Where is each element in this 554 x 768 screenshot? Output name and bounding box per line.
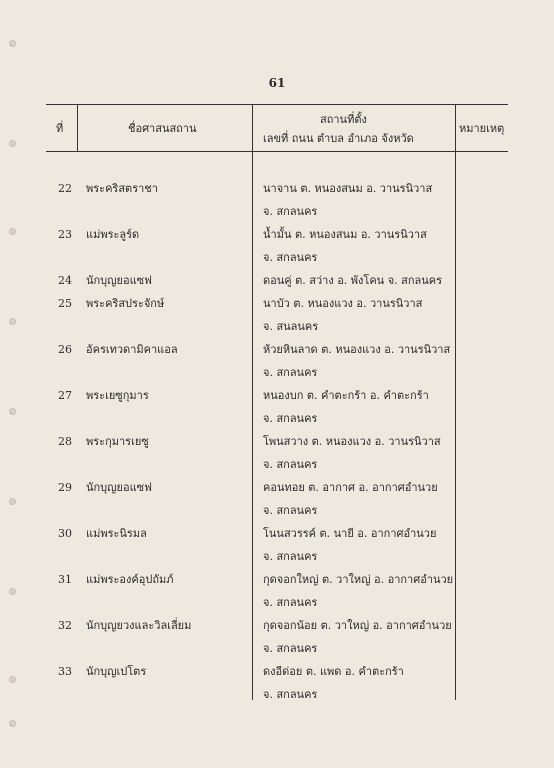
binder-hole xyxy=(9,228,16,235)
row-name: พระคริสตราชา xyxy=(86,182,158,195)
row-name: แม่พระลูร์ด xyxy=(86,228,140,241)
row-province: จ. สกลนคร xyxy=(263,596,318,609)
binder-hole xyxy=(9,498,16,505)
row-province: จ. สกลนคร xyxy=(263,550,318,563)
header-name: ชื่อศาสนสถาน xyxy=(128,122,197,135)
row-name: นักบุญยอแซฟ xyxy=(86,481,152,494)
binder-hole xyxy=(9,676,16,683)
row-province: จ. สกลนคร xyxy=(263,412,318,425)
binder-hole xyxy=(9,720,16,727)
row-name: พระเยซูกุมาร xyxy=(86,389,149,402)
row-name: อัครเทวดามิคาแอล xyxy=(86,343,178,356)
row-location: โพนสวาง ต. หนองแวง อ. วานรนิวาส xyxy=(263,435,441,448)
row-number: 30 xyxy=(58,527,72,540)
row-number: 31 xyxy=(58,573,72,586)
row-name: แม่พระองค์อุปถัมภ์ xyxy=(86,573,174,586)
binder-hole xyxy=(9,318,16,325)
row-name: แม่พระนิรมล xyxy=(86,527,147,540)
row-location: ดงอีด่อย ต. แพด อ. คำตะกร้า xyxy=(263,665,404,678)
row-location: กุดจอกใหญ่ ต. วาใหญ่ อ. อากาศอำนวย xyxy=(263,573,454,586)
row-number: 22 xyxy=(58,182,72,195)
row-name: นักบุญเปโตร xyxy=(86,665,147,678)
header-location: สถานที่ตั้ง xyxy=(320,113,367,126)
binder-hole xyxy=(9,40,16,47)
column-divider xyxy=(455,104,456,700)
row-number: 23 xyxy=(58,228,72,241)
row-location: นาบัว ต. หนองแวง อ. วานรนิวาส xyxy=(263,297,423,310)
header-remark: หมายเหตุ xyxy=(459,122,505,135)
row-number: 28 xyxy=(58,435,72,448)
row-number: 24 xyxy=(58,274,72,287)
row-number: 27 xyxy=(58,389,72,402)
row-location: ห้วยหินลาด ต. หนองแวง อ. วานรนิวาส xyxy=(263,343,451,356)
row-province: จ. สกลนคร xyxy=(263,366,318,379)
row-number: 29 xyxy=(58,481,72,494)
row-location: กุดจอกน้อย ต. วาใหญ่ อ. อากาศอำนวย xyxy=(263,619,452,632)
column-divider xyxy=(252,104,253,700)
row-number: 25 xyxy=(58,297,72,310)
header-location-sub: เลขที่ ถนน ตำบล อำเภอ จังหวัด xyxy=(263,132,414,145)
row-location: คอนทอย ต. อากาศ อ. อากาศอำนวย xyxy=(263,481,438,494)
row-location: หนองบก ต. คำตะกร้า อ. คำตะกร้า xyxy=(263,389,429,402)
row-name: พระคริสประจักษ์ xyxy=(86,297,165,310)
row-province: จ. สกลนคร xyxy=(263,458,318,471)
row-name: นักบุญยอแซฟ xyxy=(86,274,152,287)
row-province: จ. สกลนคร xyxy=(263,251,318,264)
row-name: พระกุมารเยซู xyxy=(86,435,149,448)
row-province: จ. สกลนคร xyxy=(263,642,318,655)
header-bottom-rule xyxy=(46,151,508,152)
row-location: โนนสวรรค์ ต. นายี อ. อากาศอำนวย xyxy=(263,527,437,540)
row-province: จ. สกลนคร xyxy=(263,504,318,517)
row-number: 32 xyxy=(58,619,72,632)
binder-hole xyxy=(9,408,16,415)
binder-hole xyxy=(9,140,16,147)
row-location: นาจาน ต. หนองสนม อ. วานรนิวาส xyxy=(263,182,433,195)
row-location: น้ำมั้น ต. หนองสนม อ. วานรนิวาส xyxy=(263,228,427,241)
row-location: ดอนคู่ ต. สว่าง อ. พังโคน จ. สกลนคร xyxy=(263,274,443,287)
row-province: จ. สกลนคร xyxy=(263,205,318,218)
column-divider xyxy=(77,104,78,152)
table-top-rule xyxy=(46,104,508,105)
row-province: จ. สกลนคร xyxy=(263,688,318,701)
header-no: ที่ xyxy=(56,122,64,135)
binder-hole xyxy=(9,588,16,595)
page-number: 61 xyxy=(268,76,286,90)
row-province: จ. สนลนคร xyxy=(263,320,319,333)
row-number: 33 xyxy=(58,665,72,678)
row-name: นักบุญยวงและวิลเลี่ยม xyxy=(86,619,192,632)
row-number: 26 xyxy=(58,343,72,356)
